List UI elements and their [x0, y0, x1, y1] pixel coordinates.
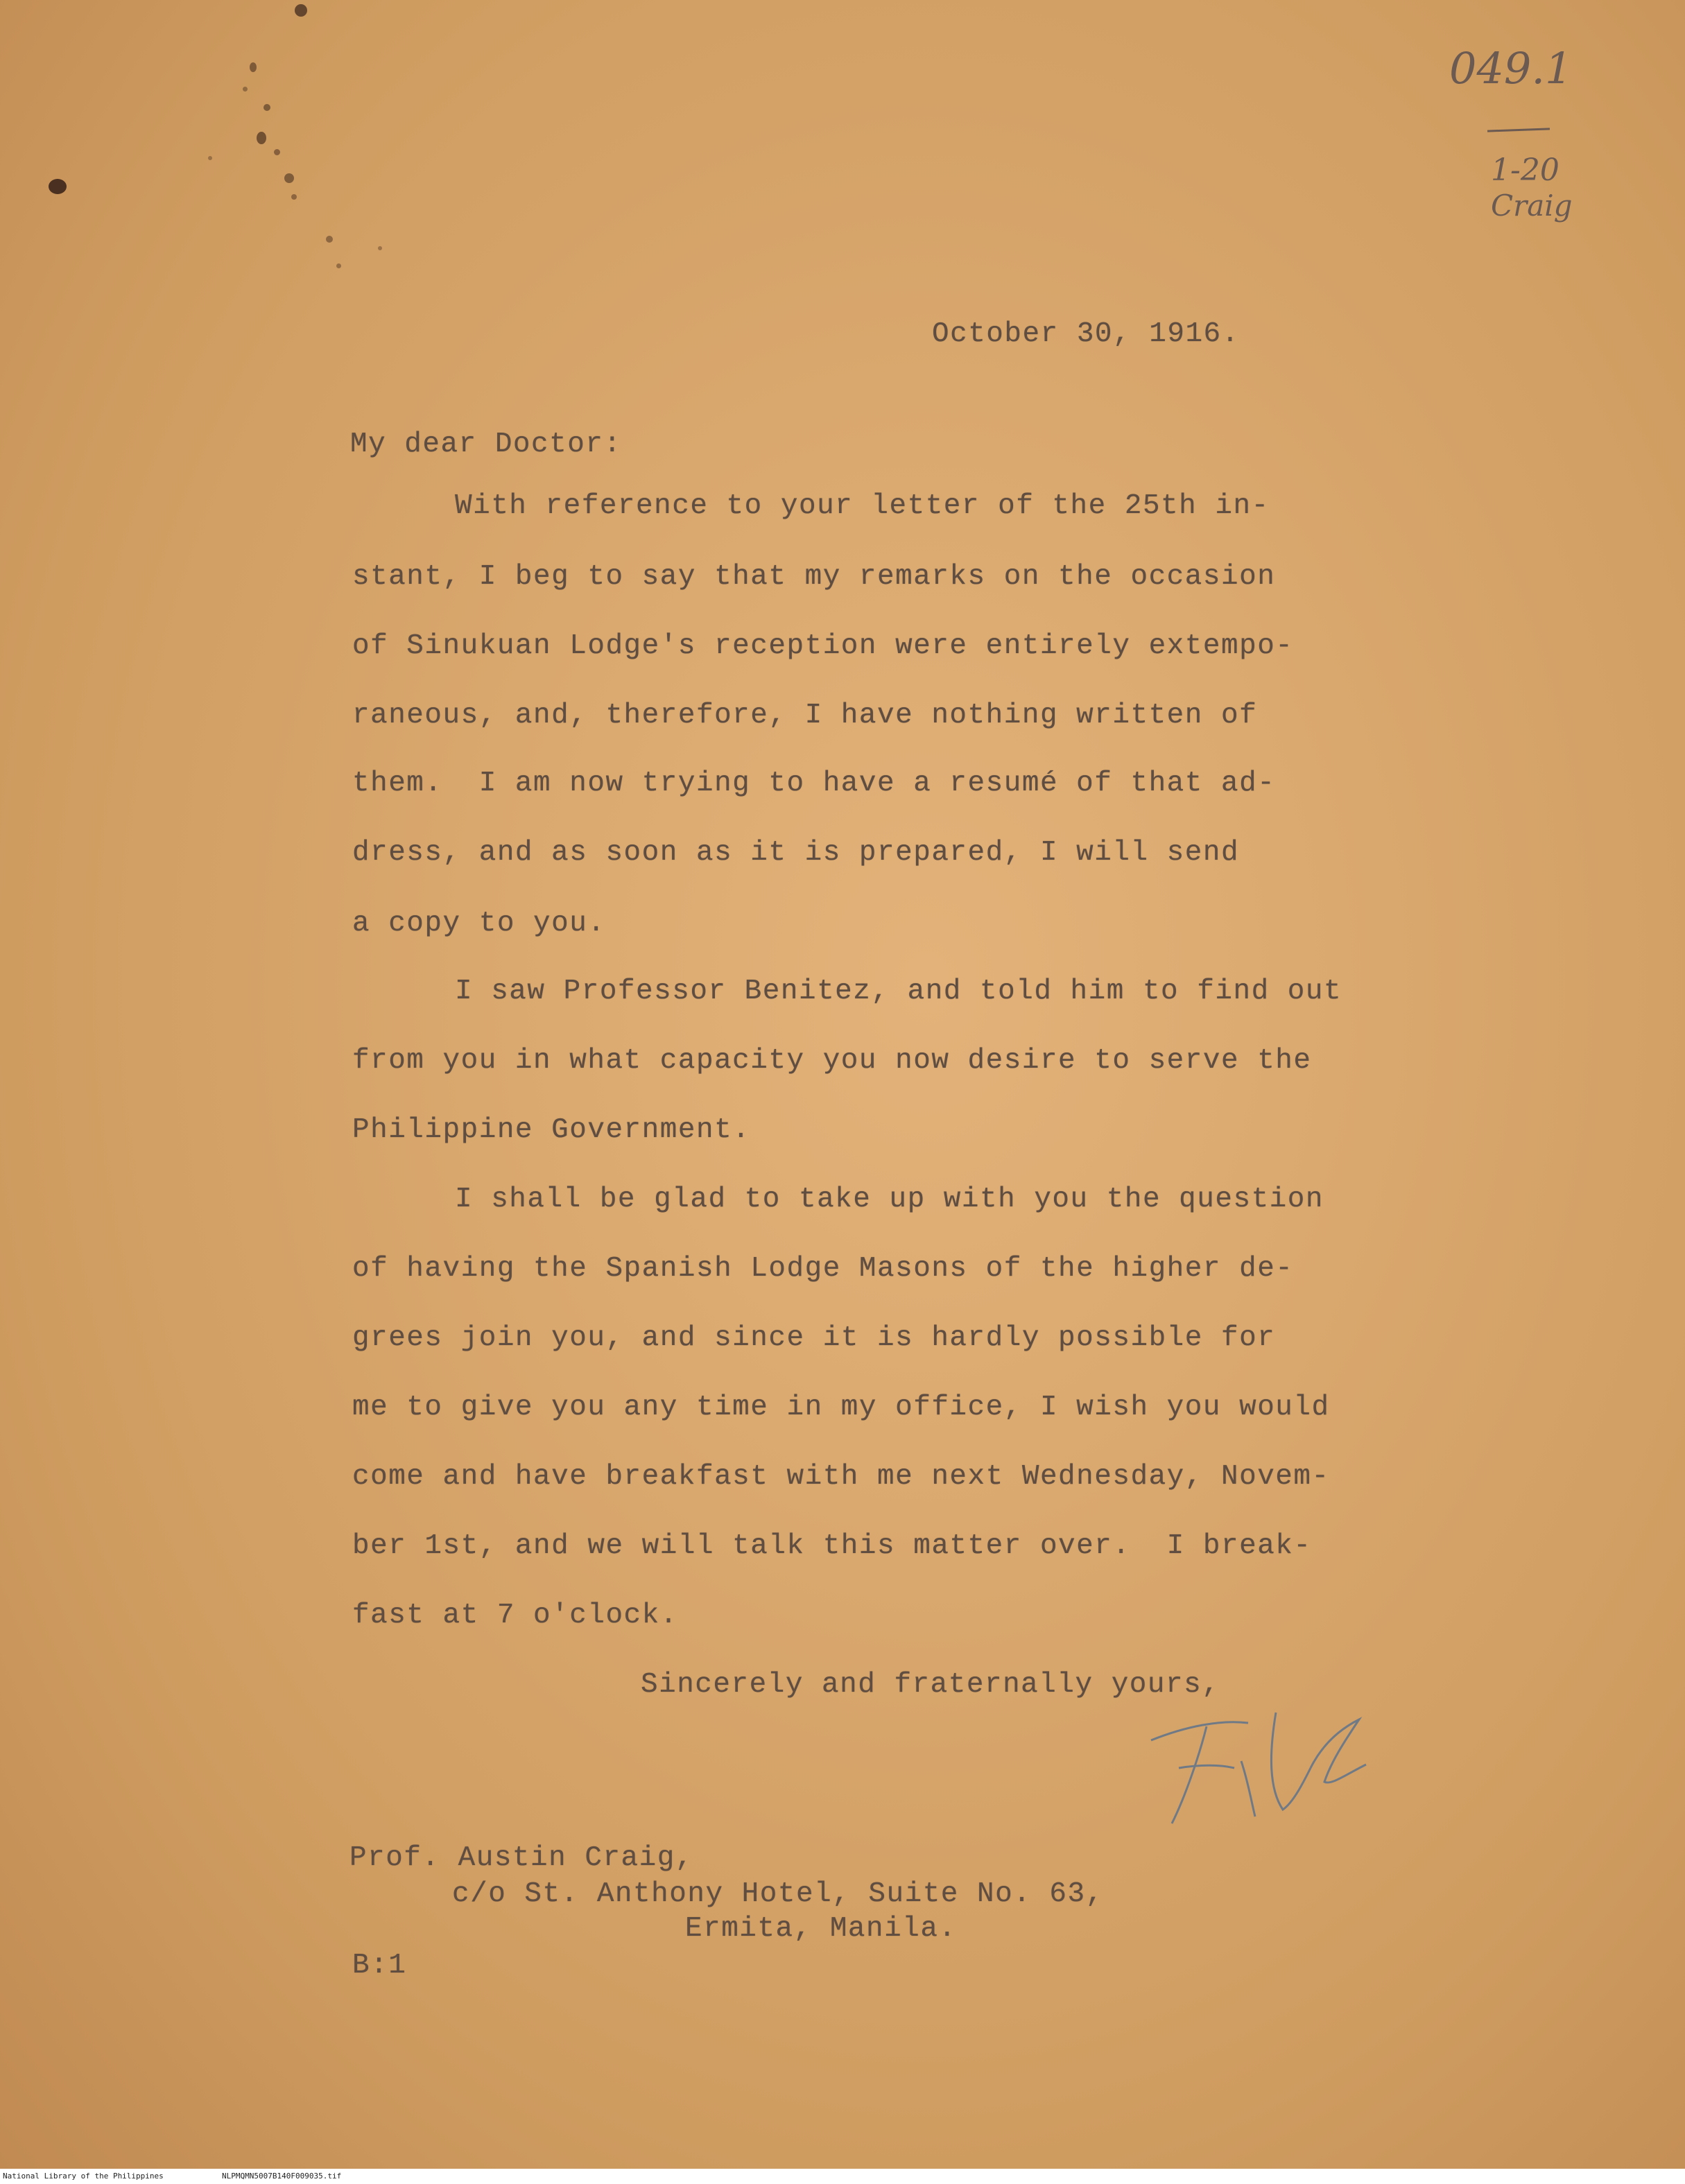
- addressee-name: Prof. Austin Craig,: [349, 1842, 693, 1874]
- footer-institution: National Library of the Philippines: [3, 2172, 164, 2181]
- body-line: stant, I beg to say that my remarks on the occasion: [352, 561, 1276, 593]
- ink-stain: [378, 246, 382, 250]
- ink-stain: [336, 263, 341, 268]
- addressee-line: c/o St. Anthony Hotel, Suite No. 63,: [452, 1878, 1104, 1910]
- ink-stain: [295, 4, 307, 17]
- ink-stain: [284, 173, 294, 183]
- body-line: a copy to you.: [352, 908, 606, 939]
- body-line: raneous, and, therefore, I have nothing written of: [352, 700, 1258, 731]
- body-line: Philippine Government.: [352, 1114, 751, 1146]
- body-line: come and have breakfast with me next Wednesday, Novem-: [352, 1461, 1330, 1493]
- body-line: With reference to your letter of the 25th in-: [455, 490, 1270, 522]
- body-line: grees join you, and since it is hardly possible for: [352, 1322, 1276, 1354]
- ink-stain: [208, 156, 212, 160]
- body-line: fast at 7 o'clock.: [352, 1600, 678, 1631]
- footer-filename: NLPMQMN5007B140F009035.tif: [222, 2172, 342, 2181]
- body-line: them. I am now trying to have a resumé of that ad-: [352, 768, 1276, 799]
- ink-stain: [257, 132, 266, 144]
- ink-stain: [49, 179, 67, 194]
- handwritten-note: 1-20: [1491, 153, 1559, 188]
- reference-code: B:1: [352, 1950, 407, 1982]
- handwritten-name: Craig: [1491, 189, 1573, 223]
- ink-stain: [263, 104, 270, 111]
- body-line: from you in what capacity you now desire to serve the: [352, 1045, 1312, 1077]
- handwritten-file-mark: [1137, 1699, 1373, 1830]
- ink-stain: [243, 87, 248, 92]
- handwritten-file-number: 049.1: [1449, 43, 1573, 94]
- body-line: ber 1st, and we will talk this matter over. I break-: [352, 1530, 1312, 1562]
- salutation: My dear Doctor:: [350, 428, 622, 460]
- body-line: me to give you any time in my office, I wish you would: [352, 1392, 1330, 1423]
- body-line: of having the Spanish Lodge Masons of the higher de-: [352, 1253, 1294, 1285]
- addressee-line: Ermita, Manila.: [685, 1913, 957, 1945]
- body-line: dress, and as soon as it is prepared, I will send: [352, 837, 1240, 869]
- ink-stain: [250, 62, 257, 72]
- body-line: I shall be glad to take up with you the question: [455, 1184, 1324, 1215]
- ink-stain: [291, 194, 297, 200]
- body-line: of Sinukuan Lodge's reception were entirely extempo-: [352, 630, 1294, 662]
- letter-date: October 30, 1916.: [932, 318, 1240, 350]
- ink-stain: [274, 149, 280, 155]
- handwritten-underline: [1487, 128, 1550, 132]
- body-line: I saw Professor Benitez, and told him to find out: [455, 976, 1342, 1007]
- ink-stain: [326, 236, 333, 243]
- closing: Sincerely and fraternally yours,: [641, 1669, 1220, 1701]
